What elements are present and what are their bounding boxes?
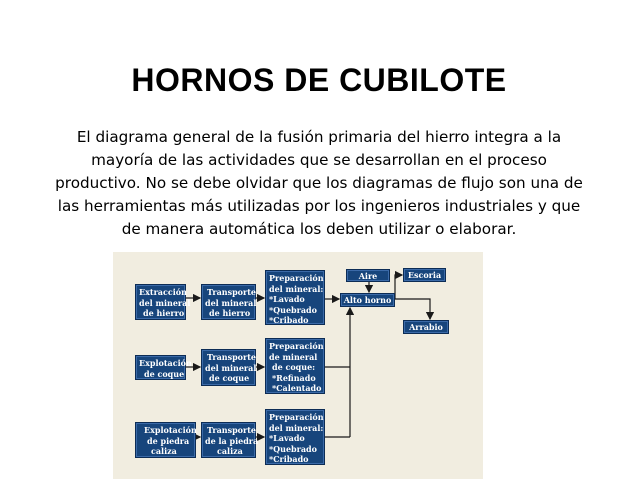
box-explotacion-piedra-caliza: Explotación de piedra caliza	[135, 422, 196, 458]
arrow-alto-horno-to-escoria	[395, 275, 402, 299]
flow-diagram	[113, 252, 483, 479]
paragraph-line: las herramientas más utilizadas por los ingenieros industriales y que	[57, 197, 581, 215]
box-transporte-piedra-caliza: Transporte de la piedra caliza	[201, 422, 256, 458]
paragraph-line: productivo. No se debe olvidar que los diagramas de flujo son una de	[55, 174, 583, 192]
box-arrabio: Arrabio	[403, 320, 449, 334]
box-explotacion-coque: Explotación de coque	[135, 355, 186, 380]
paragraph-line: El diagrama general de la fusión primaria del hierro integra a la	[76, 128, 562, 146]
slide-title: HORNOS DE CUBILOTE	[131, 62, 507, 98]
box-escoria: Escoria	[403, 268, 446, 282]
arrow-alto-horno-to-arrabio	[395, 299, 430, 319]
box-transporte-mineral-coque: Transporte del mineral de coque	[201, 349, 256, 386]
box-alto-horno: Alto horno	[340, 293, 395, 307]
box-preparacion-mineral-coque: Preparación de mineral de coque: *Refinado *Calentado	[265, 338, 325, 394]
box-preparacion-mineral-hierro: Preparación del mineral: *Lavado *Quebrado *Cribado	[265, 270, 325, 325]
paragraph-line: mayoría de las actividades que se desarrollan en el proceso	[91, 151, 547, 169]
box-aire: Aire	[346, 269, 390, 282]
box-transporte-mineral-hierro: Transporte del mineral de hierro	[201, 284, 256, 320]
box-preparacion-mineral-caliza: Preparación del mineral: *Lavado *Quebrado *Cribado	[265, 409, 325, 465]
slide-paragraph	[4, 126, 634, 241]
box-extraccion-mineral-hierro: Extracción del mineral de hierro	[135, 284, 186, 320]
paragraph-line: de manera automática los deben utilizar o elaborar.	[121, 220, 517, 238]
